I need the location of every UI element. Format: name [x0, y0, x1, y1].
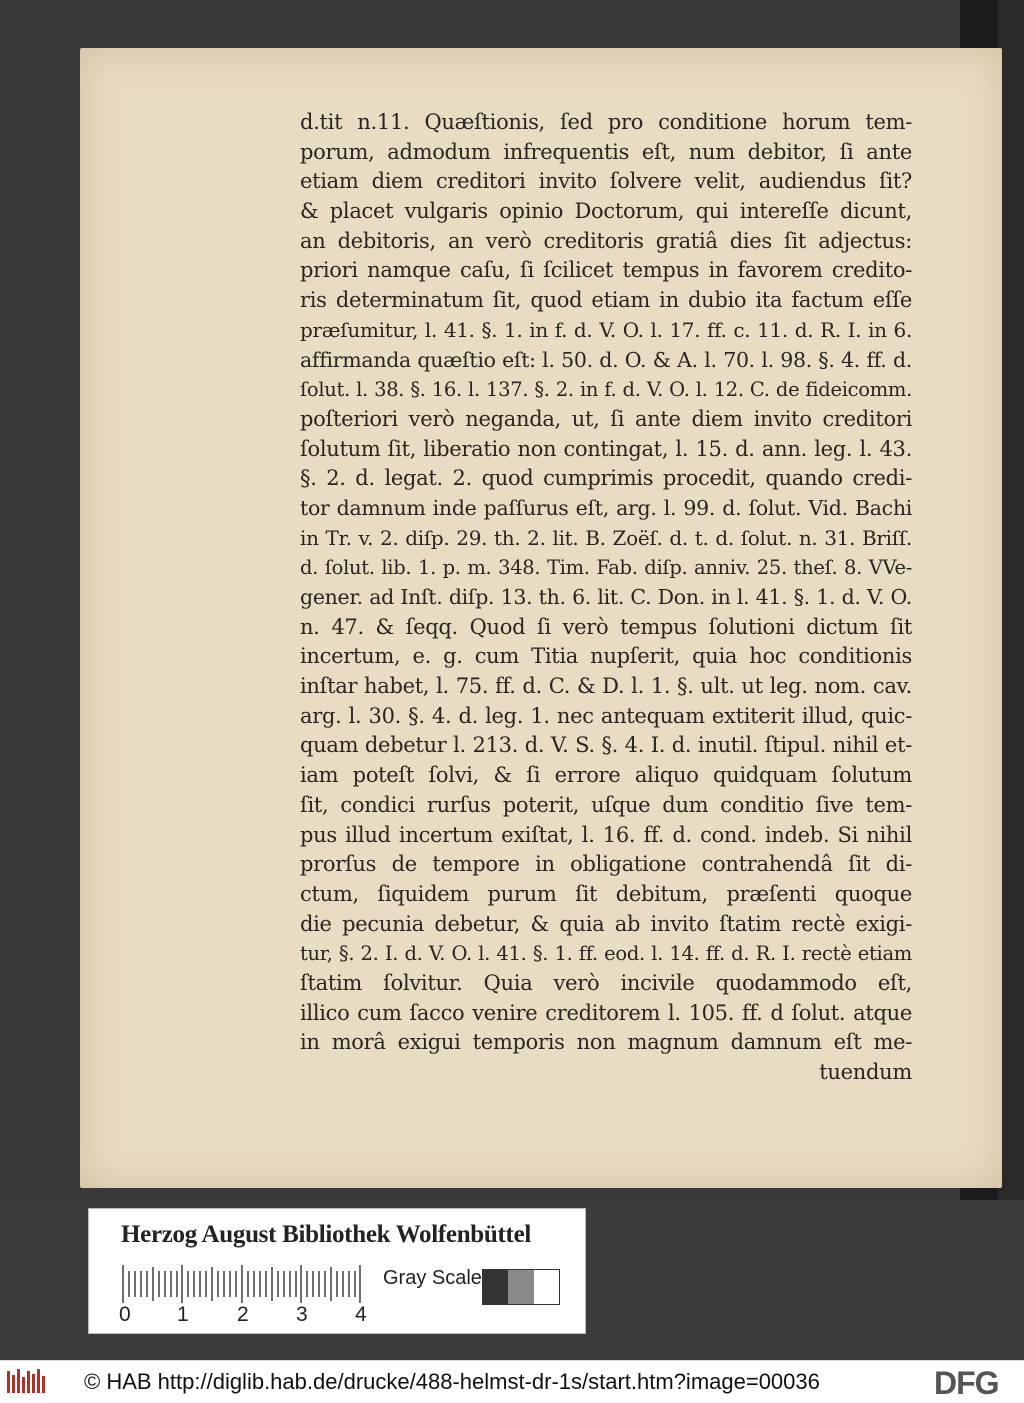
ruler-number: 2 — [237, 1303, 249, 1326]
catchword: tuendum — [819, 1060, 912, 1084]
text-line: porum, admodum infrequentis eſt, num debitor, ſi ante — [300, 139, 912, 164]
text-line: illico cum ſacco venire creditorem l. 105. ff. d ſolut. atque — [300, 1000, 912, 1025]
text-line: die pecunia debetur, & quia ab invito ſtatim rectè exigi- — [300, 911, 912, 936]
text-line: in morâ exigui temporis non magnum damnum eſt me- — [300, 1030, 912, 1055]
library-title: Herzog August Bibliothek Wolfenbüttel — [121, 1221, 532, 1248]
ruler-ticks — [121, 1263, 361, 1305]
gray-swatch-dark — [483, 1270, 508, 1304]
gray-swatch-light — [534, 1270, 559, 1304]
ruler-number: 1 — [177, 1303, 189, 1326]
text-line: poſteriori verò neganda, ut, ſi ante diem invito creditori — [300, 406, 912, 431]
text-line: tur, §. 2. I. d. V. O. l. 41. §. 1. ff. eod. l. 14. ff. d. R. I. rectè etiam — [300, 942, 912, 966]
ruler-number: 0 — [119, 1303, 131, 1326]
text-line: prorſus de tempore in obligatione contrahendâ ſit di- — [300, 852, 912, 877]
text-line: tor damnum inde paſſurus eſt, arg. l. 99. d. ſolut. Vid. Bachi — [300, 495, 912, 520]
gray-swatch-mid — [508, 1270, 533, 1304]
text-line: d. ſolut. lib. 1. p. m. 348. Tim. Fab. diſp. anniv. 25. theſ. 8. VVe- — [300, 556, 912, 580]
text-line: d.tit n.11. Quæſtionis, ſed pro conditione horum tem- — [300, 110, 912, 134]
text-line: iam poteſt ſolvi, & ſi errore aliquo quidquam ſolutum — [300, 763, 912, 788]
color-scale-card — [88, 1208, 586, 1334]
text-line: ſit, condici rurſus poterit, uſque dum conditio ſive tem- — [300, 792, 912, 817]
text-line: & placet vulgaris opinio Doctorum, qui intereſſe dicunt, — [300, 199, 912, 224]
text-line: ſolutum ſit, liberatio non contingat, l. 15. d. ann. leg. l. 43. — [300, 436, 912, 461]
text-line: an debitoris, an verò creditoris gratiâ dies ſit adjectus: — [300, 228, 912, 253]
text-line: præſumitur, l. 41. §. 1. in f. d. V. O. l. 17. ff. c. 11. d. R. I. in 6. — [300, 317, 912, 342]
text-line: priori namque caſu, ſi ſcilicet tempus in favorem credito- — [300, 258, 912, 283]
gray-scale-swatches — [482, 1269, 560, 1305]
page-text-block — [300, 108, 912, 1088]
ruler-number: 3 — [296, 1303, 308, 1326]
footer-bar — [0, 1360, 1024, 1403]
text-line: affirmanda quæſtio eſt: l. 50. d. O. & A. l. 70. l. 98. §. 4. ff. d. — [300, 347, 912, 372]
text-line: ris determinatum ſit, quod etiam in dubio ita factum eſſe — [300, 288, 912, 313]
text-line: n. 47. & ſeqq. Quod ſi verò tempus ſolutioni dictum ſit — [300, 614, 912, 639]
text-line: in Tr. v. 2. diſp. 29. th. 2. lit. B. Zoëſ. d. t. d. ſolut. n. 31. Briſſ. — [300, 525, 912, 550]
text-line: ctum, ſiquidem purum ſit debitum, præſenti quoque — [300, 881, 912, 906]
text-line: quam debetur l. 213. d. V. S. §. 4. I. d. inutil. ſtipul. nihil et- — [300, 733, 912, 758]
dfg-logo: DFG — [934, 1365, 999, 1401]
ruler-number: 4 — [355, 1303, 367, 1326]
text-line: ſolut. l. 38. §. 16. l. 137. §. 2. in f. d. V. O. l. 12. C. de fideicomm. — [300, 378, 912, 402]
text-line: arg. l. 30. §. 4. d. leg. 1. nec antequam extiterit illud, quic- — [300, 703, 912, 728]
text-line: inſtar habet, l. 75. ff. d. C. & D. l. 1. §. ult. ut leg. nom. cav. — [300, 674, 912, 699]
footer-copyright-link[interactable]: © HAB http://diglib.hab.de/drucke/488-helmst-dr-1s/start.htm?image=00036 — [84, 1369, 820, 1394]
text-line: etiam diem creditori invito ſolvere velit, audiendus ſit? — [300, 169, 912, 194]
text-line: incertum, e. g. cum Titia nupſerit, quia hoc conditionis — [300, 644, 912, 669]
text-line: §. 2. d. legat. 2. quod cumprimis procedit, quando credi- — [300, 466, 912, 491]
text-line: gener. ad Inſt. diſp. 13. th. 6. lit. C. Don. in l. 41. §. 1. d. V. O. — [300, 585, 912, 609]
hab-logo-icon — [6, 1367, 48, 1397]
text-line: pus illud incertum exiſtat, l. 16. ff. d. cond. indeb. Si nihil — [300, 822, 912, 847]
gray-scale-label: Gray Scale — [383, 1267, 482, 1289]
text-line: ſtatim ſolvitur. Quia verò incivile quodammodo eſt, — [300, 970, 912, 995]
